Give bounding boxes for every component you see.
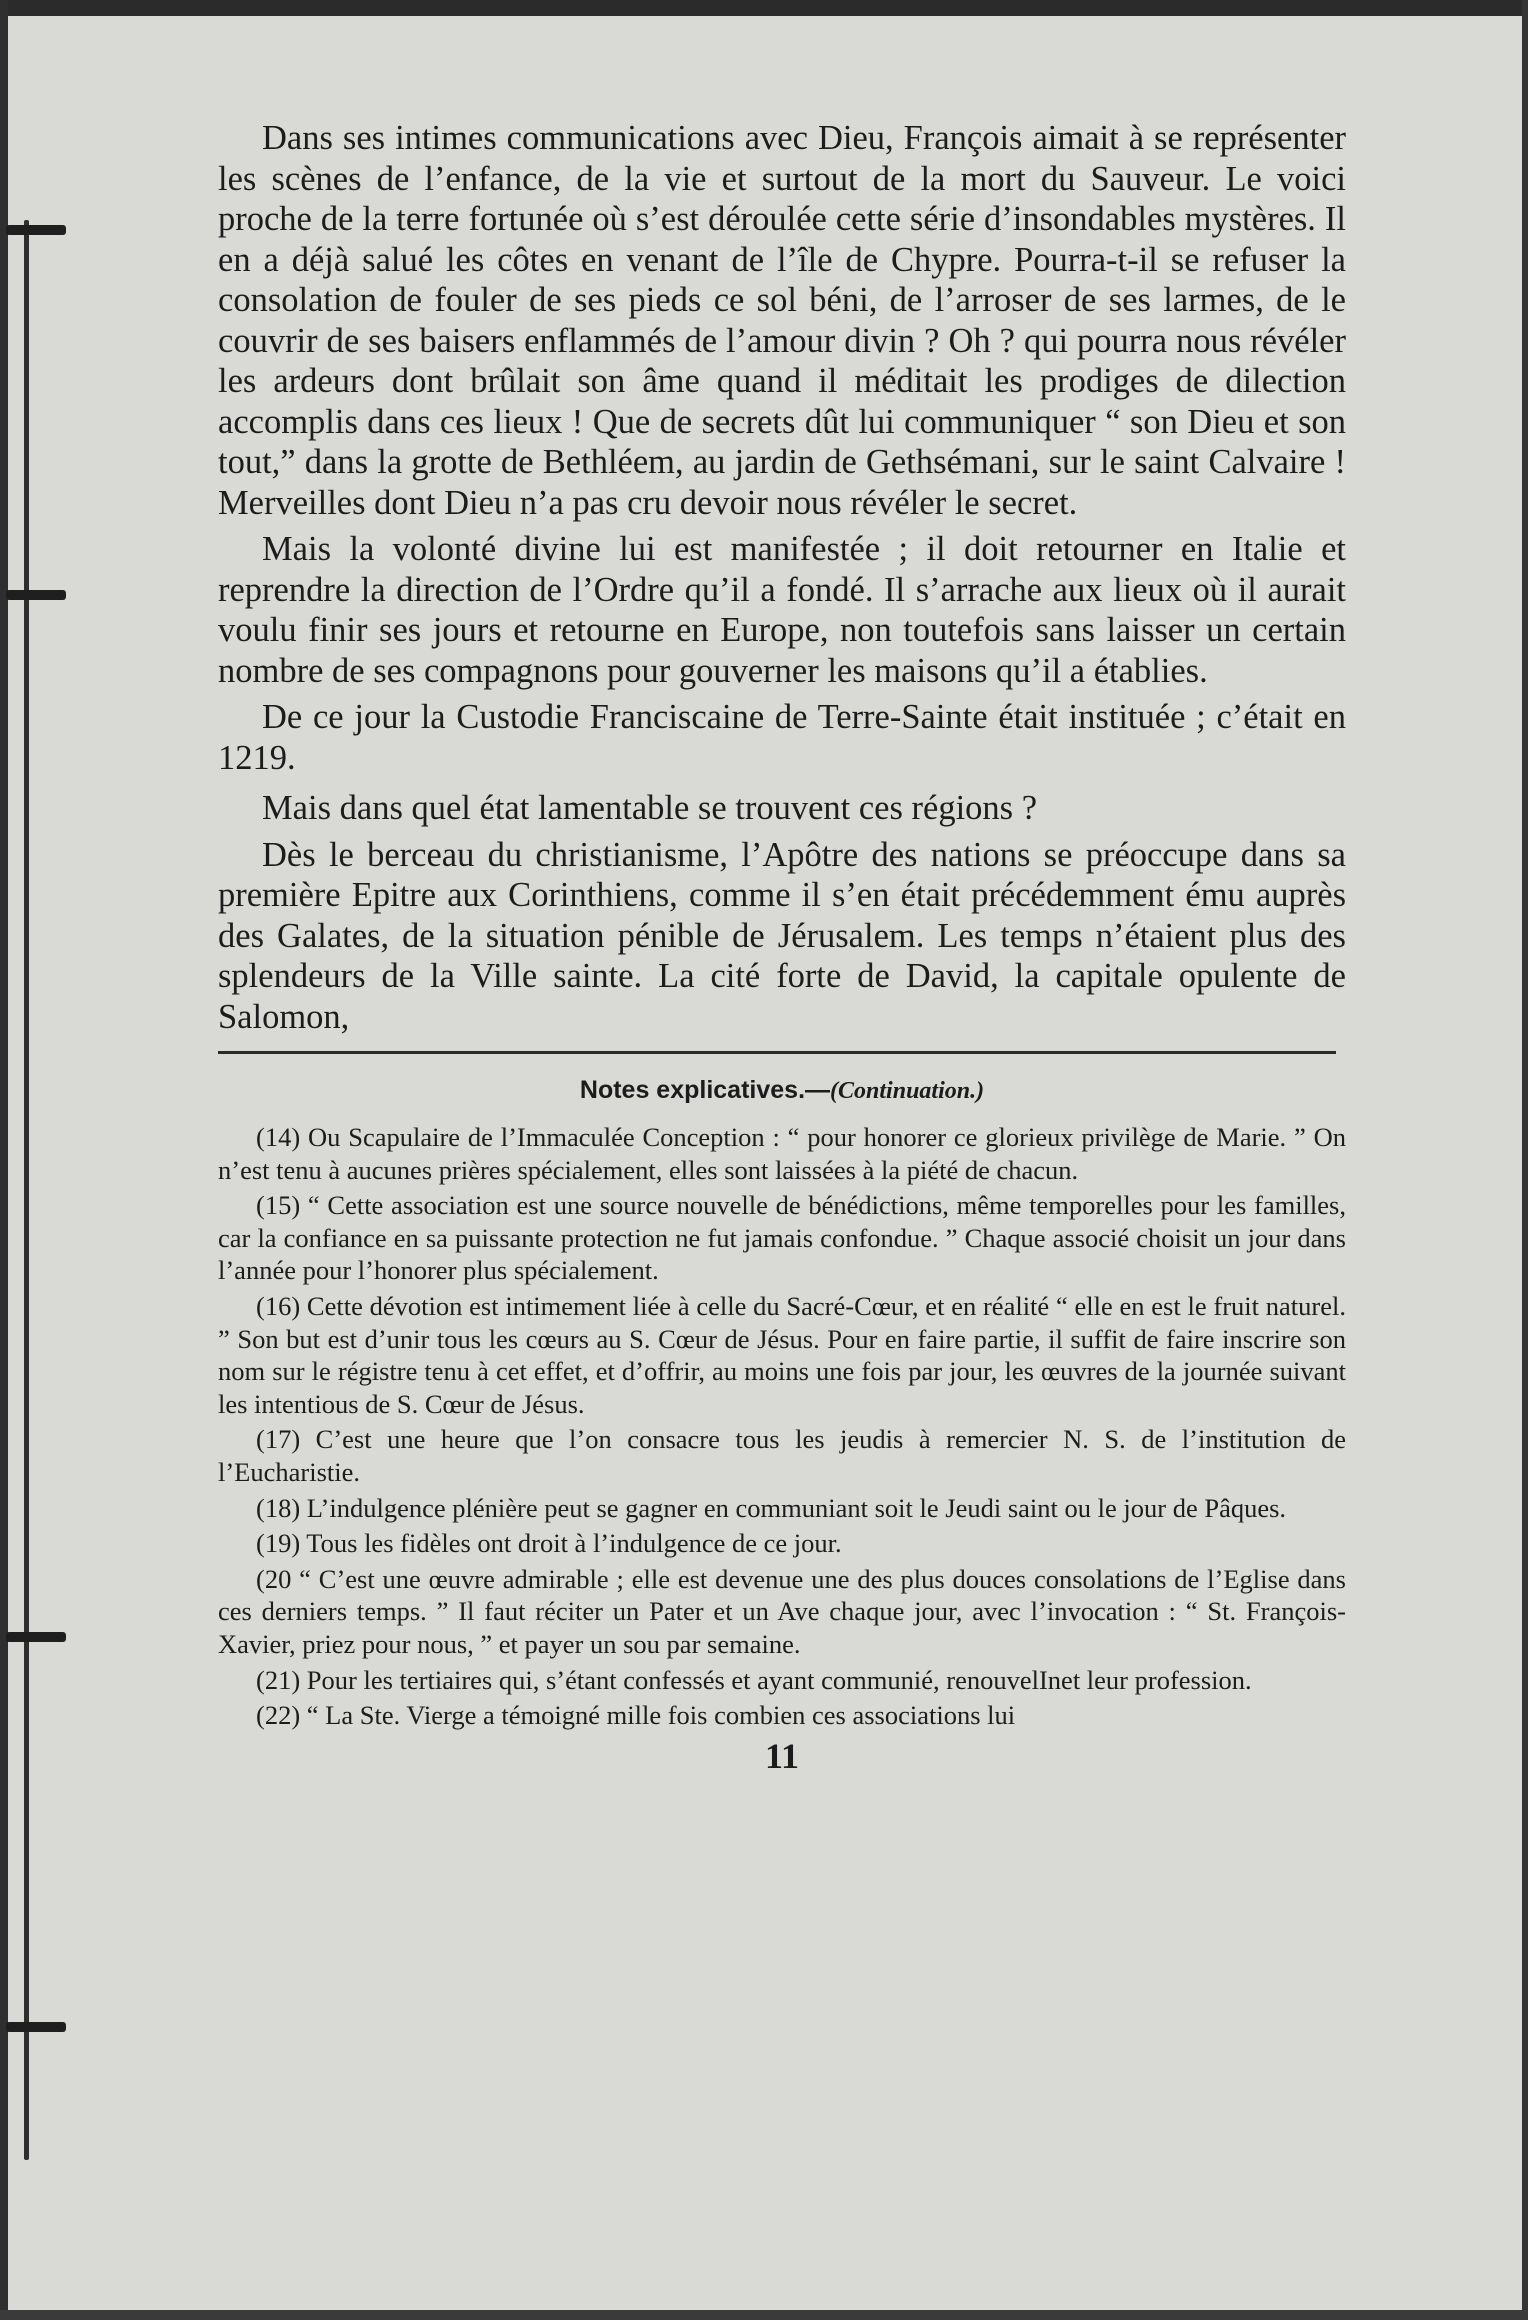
page-bottom-edge: [0, 2310, 1528, 2320]
notes-title: Notes explicatives.—: [579, 1076, 831, 1104]
binding-stitch: [6, 2022, 66, 2032]
binding-stitch: [6, 590, 66, 600]
body-paragraph: Mais dans quel état lamentable se trouvent ces régions ?: [262, 789, 1038, 827]
binding-stitch: [6, 1632, 66, 1642]
footnote-divider: [218, 1051, 1336, 1054]
footnote: (19) Tous les fidèles ont droit à l’indulgence de ce jour.: [256, 1528, 842, 1559]
footnote: (18) L’indulgence plénière peut se gagner en communiant soit le Jeudi saint ou le jour de Pâques.: [256, 1492, 1287, 1523]
page-number: 11: [764, 1735, 799, 1776]
page-top-edge: [0, 0, 1528, 16]
page-right-edge: [1522, 0, 1528, 2320]
notes-continuation: (Continuation.): [830, 1078, 985, 1104]
footnote: (17) C’est une heure que l’on consacre tous les jeudis à remercier N. S. de l’institution de l’Eucharistie.: [218, 1424, 1346, 1487]
body-paragraph: Dans ses intimes communications avec Dieu, François aimait à se représenter les scènes de l’enfance, de la vie et surtout de la mort du Sauveur. Le voici proche de la terre fortunée où s’est déroulée cette série d’insondables mystères. Il en a déjà salué les côtes en venant de l’île de Chypre. Pourra-t-il se refuser la consolation de fouler de ses pieds ce sol béni, de l’arroser de ses larmes, de le couvrir de ses baisers enflammés de l’amour divin ? Oh ? qui pourra nous révéler les ardeurs dont brûlait son âme quand il méditait les prodiges de dilection accomplis dans ces lieux ! Que de secrets dût lui communiquer “ son Dieu et son tout,” dans la grotte de Bethléem, au jardin de Gethsémani, sur le saint Calvaire ! Merveilles dont Dieu n’a pas cru devoir nous révéler le secret.: [218, 119, 1346, 522]
body-paragraph: Mais la volonté divine lui est manifestée ; il doit retourner en Italie et reprendre la direction de l’Ordre qu’il a fondé. Il s’arrache aux lieux où il aurait voulu finir ses jours et retourne en Europe, non toutefois sans laisser un certain nombre de ses compagnons pour gouverner les maisons qu’il a établies.: [218, 530, 1346, 690]
binding-stitch: [6, 225, 66, 235]
footnote: (16) Cette dévotion est intimement liée à celle du Sacré-Cœur, et en réalité “ elle en est le fruit naturel. ” Son but est d’unir tous les cœurs au S. Cœur de Jésus. Pour en faire partie, il suffit de faire inscrire son nom sur le régistre tenu à cet effet, et d’offrir, au moins une fois par jour, les œuvres de la journée suivant les intentious de S. Cœur de Jésus.: [218, 1290, 1346, 1419]
page-left-edge: [0, 0, 8, 2320]
notes-heading: [218, 1076, 1346, 1105]
footnote: (21) Pour les tertiaires qui, s’étant confessés et ayant communié, renouvelInet leur profession.: [256, 1664, 1252, 1695]
footnote: (22) “ La Ste. Vierge a témoigné mille fois combien ces associations lui: [256, 1700, 1016, 1731]
body-paragraph: De ce jour la Custodie Franciscaine de Terre-Sainte était instituée ; c’était en 1219.: [218, 698, 1346, 777]
footnote: (15) “ Cette association est une source nouvelle de bénédictions, même temporelles pour les familles, car la confiance en sa puissante protection ne fut jamais confondue. ” Chaque associé choisit un jour dans l’année pour l’honorer plus spécialement.: [218, 1190, 1346, 1286]
body-paragraph: Dès le berceau du christianisme, l’Apôtre des nations se préoccupe dans sa première Epitre aux Corinthiens, comme il s’en était précédemment ému auprès des Galates, de la situation pénible de Jérusalem. Les temps n’étaient plus des splendeurs de la Ville sainte. La cité forte de David, la capitale opulente de Salomon,: [218, 835, 1346, 1036]
binding-thread: [24, 220, 29, 2160]
footnote: (20 “ C’est une œuvre admirable ; elle est devenue une des plus douces consolations de l’Eglise dans ces derniers temps. ” Il faut réciter un Pater et un Ave chaque jour, avec l’invocation : “ St. François-Xavier, priez pour nous, ” et payer un sou par semaine.: [218, 1563, 1346, 1659]
footnote: (14) Ou Scapulaire de l’Immaculée Conception : “ pour honorer ce glorieux privilège de Marie. ” On n’est tenu à aucunes prières spécialement, elles sont laissées à la piété de chacun.: [218, 1122, 1346, 1185]
page-content: [218, 118, 1346, 1777]
